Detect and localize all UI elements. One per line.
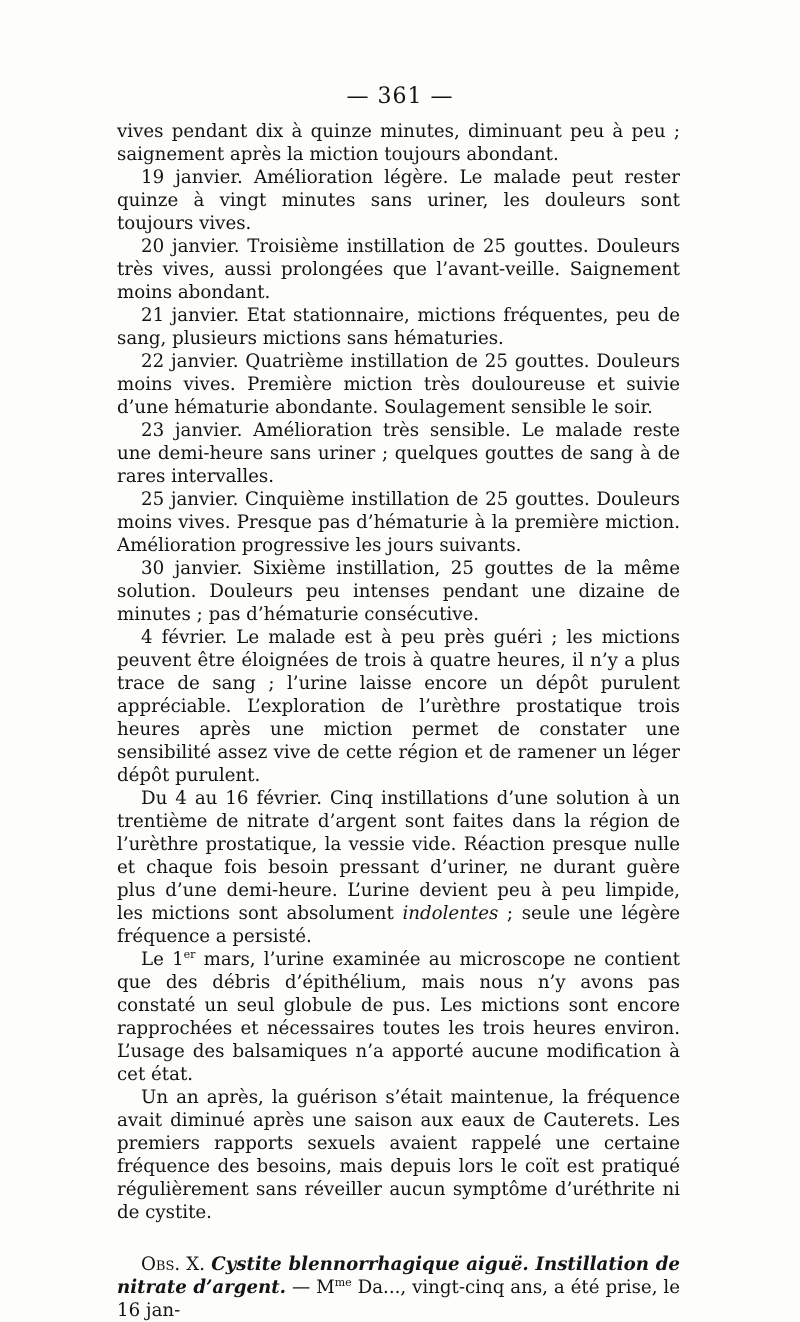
paragraph: 20 janvier. Troisième instillation de 25 gouttes. Douleurs très vives, aussi prolongées que l’avant-veille. Saignement moins abondant. [117, 236, 680, 303]
paragraph: Un an après, la guérison s’était maintenue, la fréquence avait diminué après une saison aux eaux de Cauterets. Les premiers rapports sexuels avaient rappelé une certaine fréquence des besoins, mais depuis lors le coït est pratiqué régulièrement sans réveiller aucun symptôme d’uréthrite ni de cystite. [117, 1087, 680, 1223]
paragraph-mars [117, 948, 680, 1086]
paragraph-mars-post: mars, l’urine examinée au microscope ne contient que des débris d’épithélium, mais nous n’y avons pas constaté un seul globule de pus. Les mictions sont encore rapprochées et nécessaires toutes les trois heures environ. L’usage des balsamiques n’a apporté aucune modification à cet état. [117, 949, 680, 1085]
paragraph-february-text: Du 4 au 16 février. Cinq instillations d’une solution à un trentième de nitrate d’argent sont faites dans la région de l’urèthre prostatique, la vessie vide. Réaction presque nulle et chaque fois besoin pressant d’uriner, ne durant guère plus d’une demi-heure. L’urine devient peu à peu limpide, les mictions sont absolument [117, 788, 680, 924]
paragraph: 25 janvier. Cinquième instillation de 25 gouttes. Douleurs moins vives. Presque pas d’hématurie à la première miction. Amélioration progressive les jours suivants. [117, 489, 680, 556]
paragraph: 21 janvier. Etat stationnaire, mictions fréquentes, peu de sang, plusieurs mictions sans hématuries. [117, 305, 680, 349]
superscript-me: me [334, 1276, 352, 1289]
paragraph-february-tail: ; seule une légère fréquence a persisté. [117, 903, 680, 947]
paragraph: 19 janvier. Amélioration légère. Le malade peut rester quinze à vingt minutes sans uriner, les douleurs sont toujours vives. [117, 167, 680, 234]
paragraph: 23 janvier. Amélioration très sensible. Le malade reste une demi-heure sans uriner ; quelques gouttes de sang à de rares intervalles. [117, 420, 680, 487]
paragraph: 30 janvier. Sixième instillation, 25 gouttes de la même solution. Douleurs peu intenses pendant une dizaine de minutes ; pas d’hématurie consécutive. [117, 558, 680, 625]
emphasis-indolentes: indolentes [402, 903, 499, 924]
paragraph: 22 janvier. Quatrième instillation de 25 gouttes. Douleurs moins vives. Première miction très douloureuse et suivie d’une hématurie abondante. Soulagement sensible le soir. [117, 351, 680, 418]
observation-dash: — [286, 1277, 317, 1298]
observation-rest: Da..., vingt-cinq ans, a été prise, le 16 jan- [117, 1277, 680, 1321]
observation-heading [117, 1253, 680, 1322]
observation-label: Obs. X. [141, 1254, 206, 1275]
paragraph-february [117, 787, 680, 948]
paragraph-mars-pre: Le 1 [141, 949, 184, 970]
paragraph: 4 février. Le malade est à peu près guéri ; les mictions peuvent être éloignées de trois à quatre heures, il n’y a plus trace de sang ; l’urine laisse encore un dépôt purulent appréciable. L’exploration de l’urèthre prostatique trois heures après une miction permet de constater une sensibilité assez vive de cette région et de ramener un léger dépôt purulent. [117, 627, 680, 786]
paragraph: vives pendant dix à quinze minutes, diminuant peu à peu ; saignement après la miction toujours abondant. [117, 121, 680, 165]
observation-mme: M [316, 1277, 335, 1298]
page-number: — 361 — [346, 84, 454, 109]
body-text [117, 120, 680, 1322]
superscript-er: er [183, 948, 196, 961]
observation-title: Cystite blennorrhagique aiguë. Instillation de nitrate d’argent. [117, 1254, 680, 1298]
